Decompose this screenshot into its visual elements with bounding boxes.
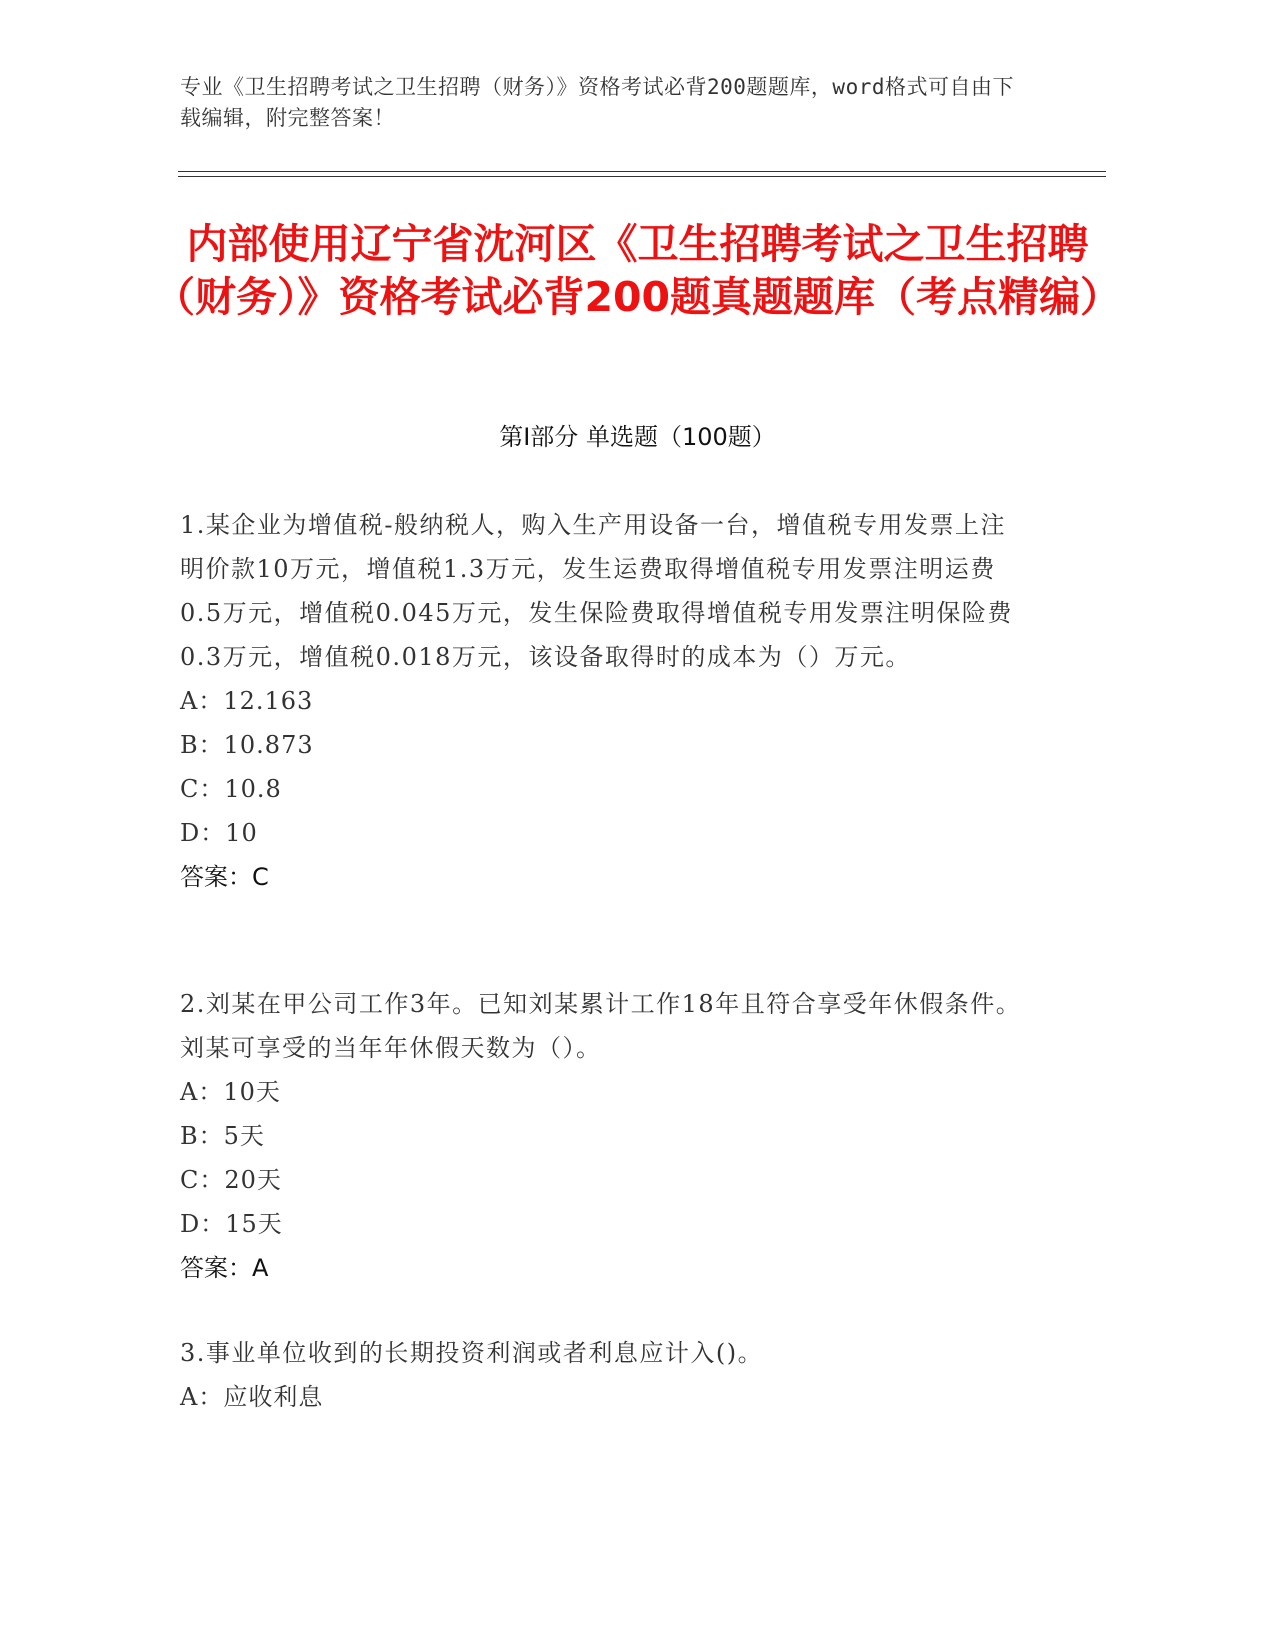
- answer: 答案：C: [180, 863, 269, 891]
- question-2: [180, 982, 1030, 1290]
- option-d: D：10: [180, 819, 258, 847]
- option-a: A：应收利息: [180, 1383, 324, 1411]
- section-title: 第Ⅰ部分 单选题（100题）: [499, 423, 776, 451]
- question-stem: 3.事业单位收到的长期投资利润或者利息应计入()。: [180, 1339, 764, 1367]
- question-stem: 1.某企业为增值税-般纳税人，购入生产用设备一台，增值税专用发票上注明价款10万元，增值税1.3万元，发生运费取得增值税专用发票注明运费0.5万元，增值税0.045万元，发生保险费取得增值税专用发票注明保险费0.3万元，增值税0.018万元，该设备取得时的成本为（）万元。: [180, 511, 1013, 671]
- answer: 答案：A: [180, 1254, 269, 1282]
- option-a: A：12.163: [180, 687, 314, 715]
- question-3: [180, 1331, 1030, 1419]
- header-rule-top: [178, 171, 1106, 172]
- option-c: C：10.8: [180, 775, 282, 803]
- option-a: A：10天: [180, 1078, 281, 1106]
- option-b: B：5天: [180, 1122, 265, 1150]
- header-note: 专业《卫生招聘考试之卫生招聘（财务）》资格考试必背200题题库，word格式可自由下载编辑，附完整答案！: [180, 75, 1014, 130]
- option-b: B：10.873: [180, 731, 314, 759]
- document-title: 内部使用辽宁省沈河区《卫生招聘考试之卫生招聘（财务）》资格考试必背200题真题题库（考点精编）: [153, 220, 1122, 321]
- question-1: [180, 503, 1030, 899]
- option-c: C：20天: [180, 1166, 282, 1194]
- question-stem: 2.刘某在甲公司工作3年。已知刘某累计工作18年且符合享受年休假条件。刘某可享受的当年年休假天数为（）。: [180, 990, 1022, 1062]
- option-d: D：15天: [180, 1210, 283, 1238]
- header-rule-bottom: [178, 176, 1106, 177]
